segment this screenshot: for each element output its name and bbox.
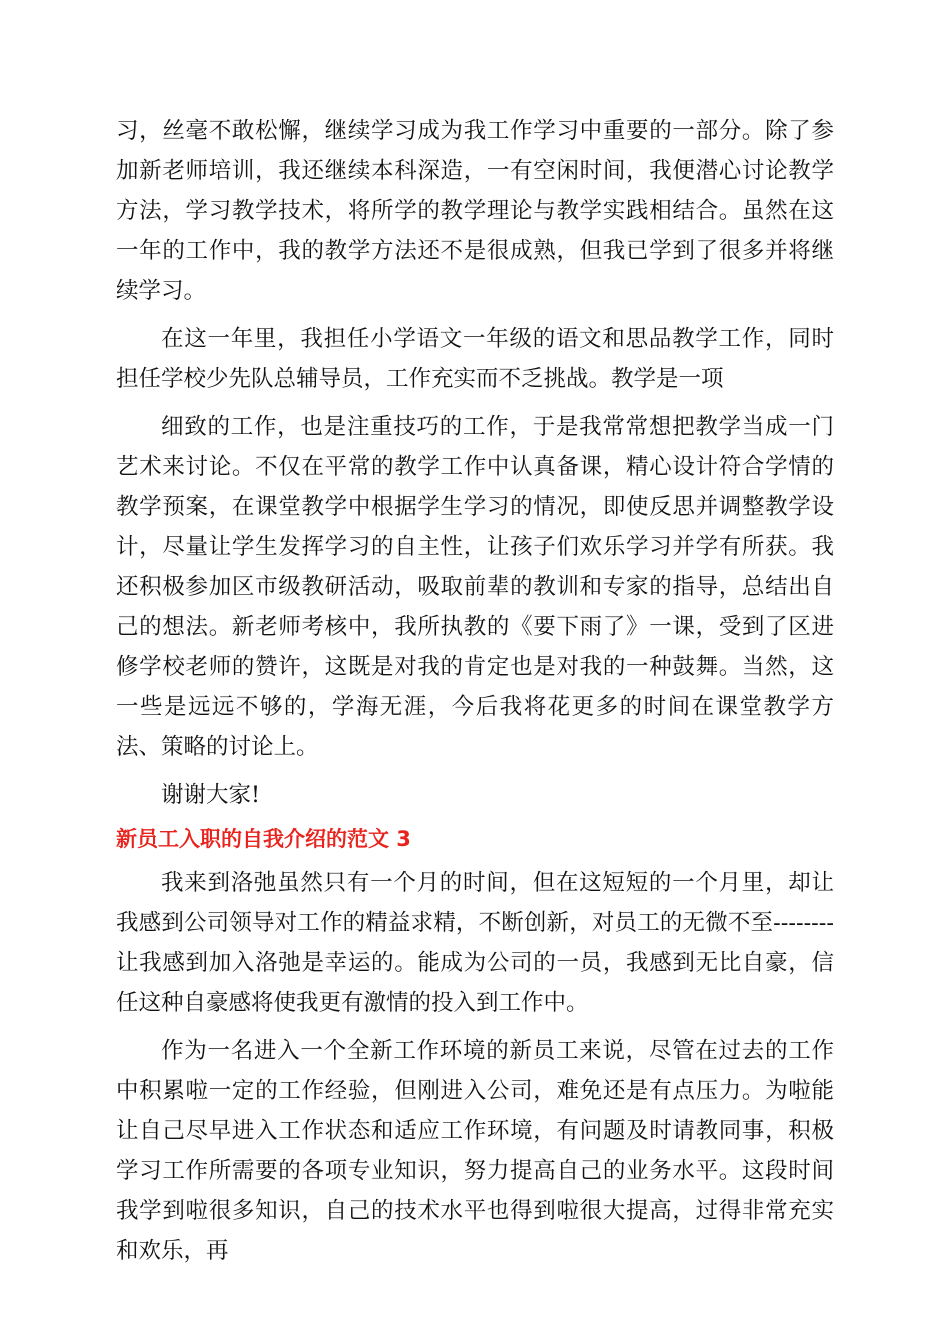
- paragraph-continuation: 习，丝毫不敢松懈，继续学习成为我工作学习中重要的一部分。除了参加新老师培训，我还继续本科深造，一有空闲时间，我便潜心讨论教学方法，学习教学技术，将所学的教学理论与教学实践相结合。虽然在这一年的工作中，我的教学方法还不是很成熟，但我已学到了很多并将继续学习。: [116, 118, 834, 304]
- paragraph-joining: 我来到洛弛虽然只有一个月的时间，但在这短短的一个月里，却让我感到公司领导对工作的精益求精，不断创新，对员工的无微不至--------让我感到加入洛弛是幸运的。能成为公司的一员，我感到无比自豪，信任这种自豪感将使我更有激情的投入到工作中。: [116, 870, 834, 1016]
- paragraph-new-employee: 作为一名进入一个全新工作环境的新员工来说，尽管在过去的工作中积累啦一定的工作经验，但刚进入公司，难免还是有点压力。为啦能让自己尽早进入工作状态和适应工作环境，有问题及时请教同事，积极学习工作所需要的各项专业知识，努力提高自己的业务水平。这段时间我学到啦很多知识，自己的技术水平也得到啦很大提高，过得非常充实和欢乐，再: [116, 1038, 834, 1264]
- document-body: [116, 111, 834, 1271]
- paragraph-thanks: 谢谢大家!: [161, 782, 261, 808]
- paragraph-teaching-role: 在这一年里，我担任小学语文一年级的语文和思品教学工作，同时担任学校少先队总辅导员，工作充实而不乏挑战。教学是一项: [116, 326, 834, 392]
- section-heading: 新员工入职的自我介绍的范文 3: [116, 827, 411, 851]
- paragraph-teaching-detail: 细致的工作，也是注重技巧的工作，于是我常常想把教学当成一门艺术来讨论。不仅在平常的教学工作中认真备课，精心设计符合学情的教学预案，在课堂教学中根据学生学习的情况，即使反思并调整教学设计，尽量让学生发挥学习的自主性，让孩子们欢乐学习并学有所获。我还积极参加区市级教研活动，吸取前辈的教训和专家的指导，总结出自己的想法。新老师考核中，我所执教的《要下雨了》一课，受到了区进修学校老师的赞许，这既是对我的肯定也是对我的一种鼓舞。当然，这一些是远远不够的，学海无涯，今后我将花更多的时间在课堂教学方法、策略的讨论上。: [116, 414, 834, 760]
